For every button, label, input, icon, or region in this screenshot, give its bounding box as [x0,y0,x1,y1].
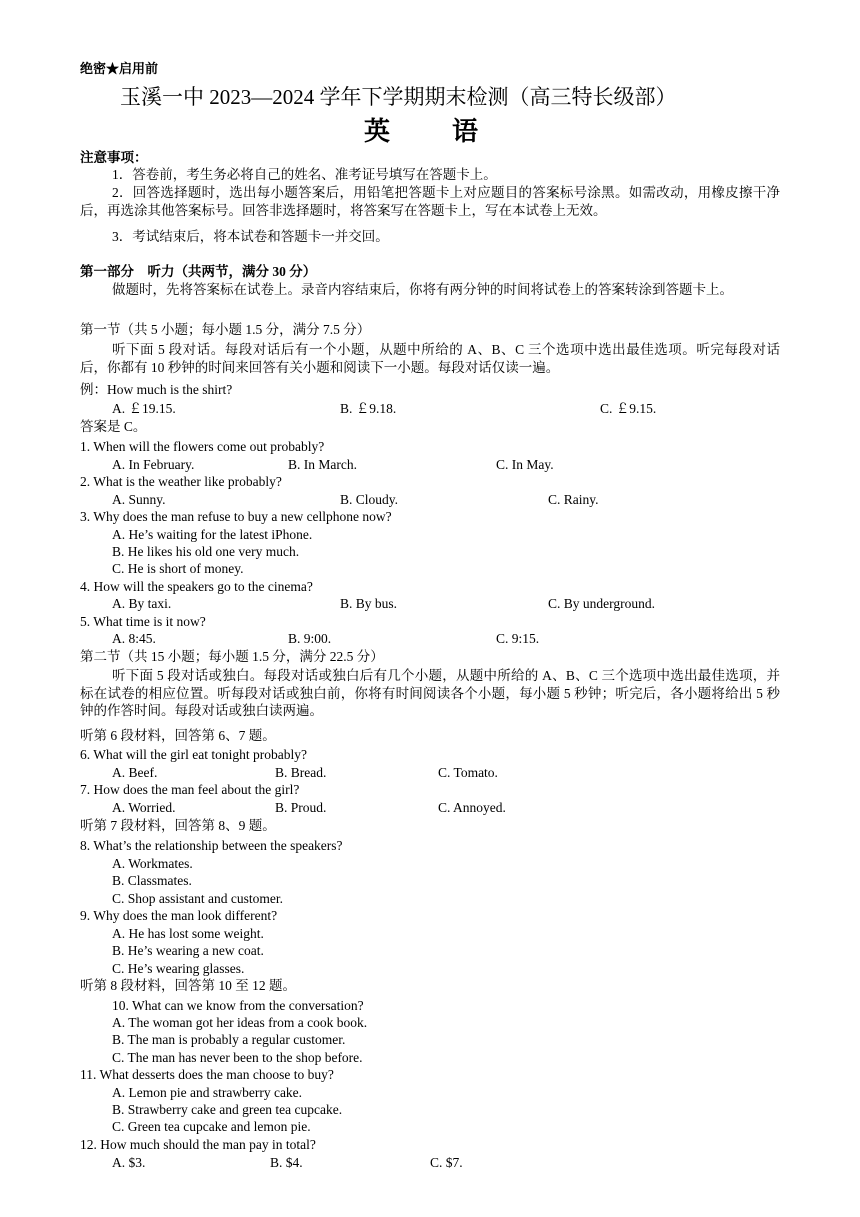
q8-option-b: B. Classmates. [112,873,192,888]
material-8-label: 听第 8 段材料，回答第 10 至 12 题。 [80,978,296,993]
q1-option-b: B. In March. [288,457,357,472]
section2-heading: 第二节（共 15 小题；每小题 1.5 分，满分 22.5 分） [80,649,384,664]
question-11: 11. What desserts does the man choose to buy? [80,1067,334,1082]
q3-option-a: A. He’s waiting for the latest iPhone. [112,527,313,542]
question-12: 12. How much should the man pay in total? [80,1137,316,1152]
q12-option-a: A. $3. [112,1155,146,1170]
q2-option-b: B. Cloudy. [340,492,399,507]
section2-intro: 听下面 5 段对话或独白。每段对话或独白后有几个小题，从题中所给的 A、B、C 三个选项中选出最佳选项，并标在试卷的相应位置。听每段对话或独白前，你将有时间阅读各个小题，每小题 5 秒钟；听完后，各小题将给出 5 秒钟的作答时间。每段对话或独白读两遍。 [80,668,780,718]
q11-option-c: C. Green tea cupcake and lemon pie. [112,1119,311,1134]
notice-item-1: 1．答卷前，考生务必将自己的姓名、准考证号填写在答题卡上。 [112,167,497,182]
q1-option-a: A. In February. [112,457,195,472]
q5-option-a: A. 8:45. [112,631,156,646]
q7-option-a: A. Worried. [112,800,176,815]
question-10: 10. What can we know from the conversation? [112,998,364,1013]
q10-option-b: B. The man is probably a regular customer. [112,1032,346,1047]
part1-intro: 做题时，先将答案标在试卷上。录音内容结束后，你将有两分钟的时间将试卷上的答案转涂到答题卡上。 [112,282,733,297]
q1-option-c: C. In May. [496,457,554,472]
q7-option-c: C. Annoyed. [438,800,506,815]
q8-option-a: A. Workmates. [112,856,193,871]
section1-heading: 第一节（共 5 小题；每小题 1.5 分，满分 7.5 分） [80,322,371,337]
q2-option-a: A. Sunny. [112,492,166,507]
question-1: 1. When will the flowers come out probably? [80,439,325,454]
q9-option-c: C. He’s wearing glasses. [112,961,245,976]
confidential-mark: 绝密★启用前 [80,61,159,76]
q3-option-c: C. He is short of money. [112,561,244,576]
q8-option-c: C. Shop assistant and customer. [112,891,283,906]
example-option-a: A. ￡19.15. [112,401,176,416]
example-option-c: C. ￡9.15. [600,401,657,416]
q12-option-c: C. $7. [430,1155,463,1170]
example-question: 例：How much is the shirt? [80,382,233,397]
q5-option-c: C. 9:15. [496,631,540,646]
notice-heading: 注意事项： [80,150,148,165]
q10-option-a: A. The woman got her ideas from a cook book. [112,1015,368,1030]
question-6: 6. What will the girl eat tonight probably? [80,747,307,762]
notice-item-3: 3．考试结束后，将本试卷和答题卡一并交回。 [112,229,389,244]
q9-option-a: A. He has lost some weight. [112,926,264,941]
q10-option-c: C. The man has never been to the shop before. [112,1050,363,1065]
part1-heading: 第一部分 听力（共两节，满分 30 分） [80,264,317,279]
question-4: 4. How will the speakers go to the cinema? [80,579,313,594]
example-answer: 答案是 C。 [80,419,147,434]
q11-option-a: A. Lemon pie and strawberry cake. [112,1085,303,1100]
question-9: 9. Why does the man look different? [80,908,278,923]
q6-option-a: A. Beef. [112,765,158,780]
q3-option-b: B. He likes his old one very much. [112,544,300,559]
q5-option-b: B. 9:00. [288,631,332,646]
question-5: 5. What time is it now? [80,614,206,629]
notice-item-2: 2．回答选择题时，选出每小题答案后，用铅笔把答题卡上对应题目的答案标号涂黑。如需改动，用橡皮擦干净后，再选涂其他答案标号。回答非选择题时，将答案写在答题卡上，写在本试卷上无效。 [80,185,780,218]
question-7: 7. How does the man feel about the girl? [80,782,300,797]
example-option-b: B. ￡9.18. [340,401,397,416]
q6-option-c: C. Tomato. [438,765,498,780]
question-2: 2. What is the weather like probably? [80,474,282,489]
exam-title: 玉溪一中 2023—2024 学年下学期期末检测（高三特长级部） [120,85,677,109]
q11-option-b: B. Strawberry cake and green tea cupcake. [112,1102,343,1117]
q9-option-b: B. He’s wearing a new coat. [112,943,264,958]
question-8: 8. What’s the relationship between the speakers? [80,838,343,853]
q4-option-a: A. By taxi. [112,596,172,611]
q7-option-b: B. Proud. [275,800,327,815]
q12-option-b: B. $4. [270,1155,303,1170]
question-3: 3. Why does the man refuse to buy a new cellphone now? [80,509,392,524]
material-7-label: 听第 7 段材料，回答第 8、9 题。 [80,818,276,833]
material-6-label: 听第 6 段材料，回答第 6、7 题。 [80,728,276,743]
section1-intro: 听下面 5 段对话。每段对话后有一个小题，从题中所给的 A、B、C 三个选项中选出最佳选项。听完每段对话后，你都有 10 秒钟的时间来回答有关小题和阅读下一小题。每段对话仅读一遍。 [80,342,780,375]
subject-title: 英 语 [363,117,496,146]
q2-option-c: C. Rainy. [548,492,599,507]
q4-option-c: C. By underground. [548,596,655,611]
q6-option-b: B. Bread. [275,765,327,780]
q4-option-b: B. By bus. [340,596,398,611]
